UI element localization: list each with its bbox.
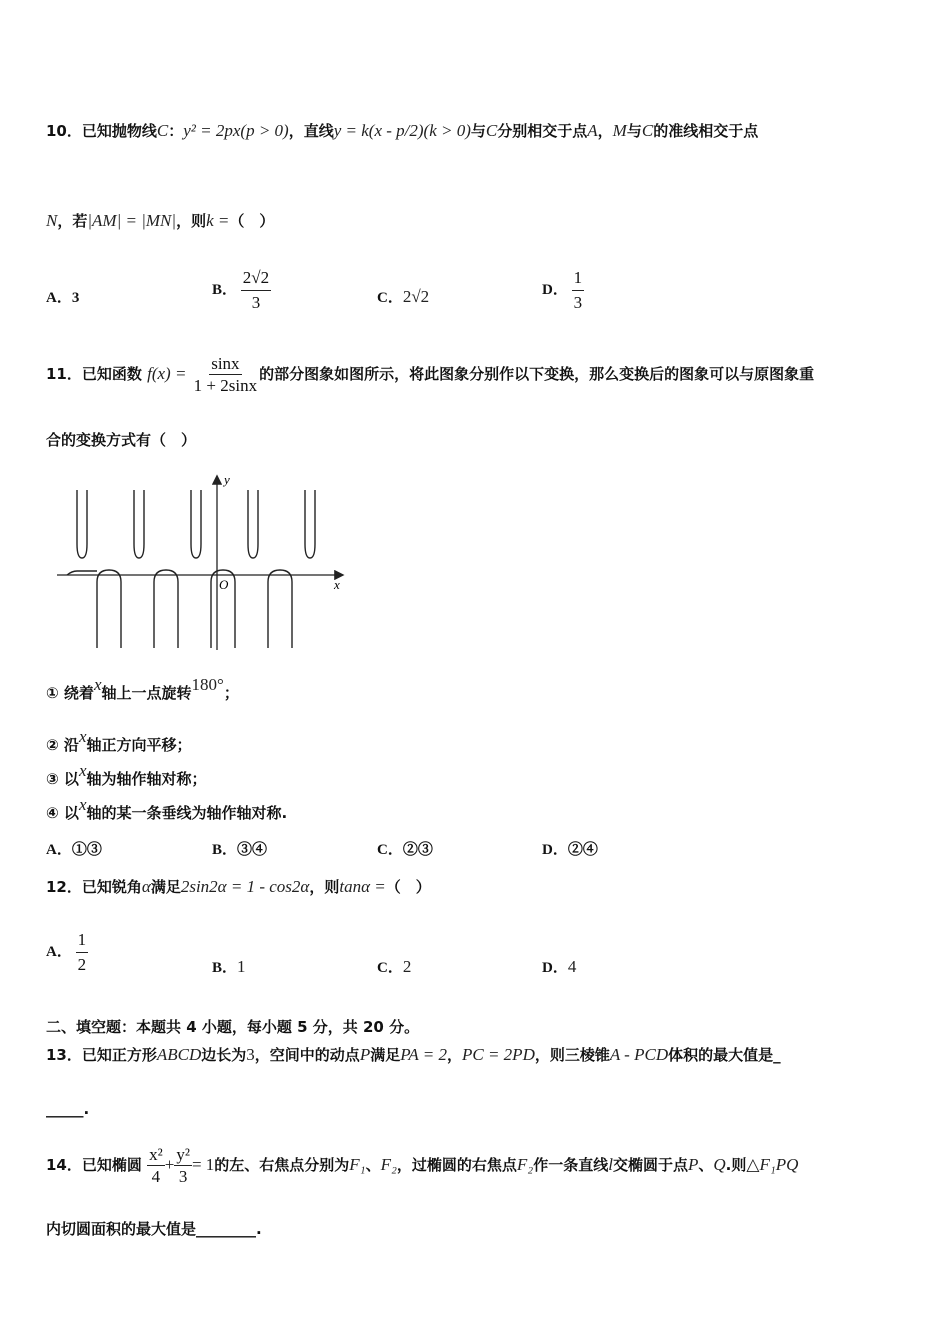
q11-option-a[interactable]: A．①③ bbox=[46, 842, 102, 858]
q11-item-3: ③ 以x轴为轴作轴对称； bbox=[46, 761, 207, 788]
q10-line2: N，若|AM| = |MN|，则k =（ ） bbox=[46, 211, 275, 230]
q13-number: 13． bbox=[46, 1046, 82, 1064]
section-title: 二、填空题：本题共 4 小题，每小题 5 分，共 20 分。 bbox=[46, 1018, 420, 1036]
y-axis-label: y bbox=[224, 472, 230, 487]
q11-number: 11． bbox=[46, 365, 82, 383]
q11-item-4: ④ 以x轴的某一条垂线为轴作轴对称. bbox=[46, 795, 288, 822]
q12-number: 12． bbox=[46, 878, 82, 896]
q12-option-d[interactable]: D．4 bbox=[542, 957, 577, 976]
q14-line2[interactable]: 内切圆面积的最大值是________. bbox=[46, 1220, 262, 1238]
q11-option-b[interactable]: B．③④ bbox=[212, 842, 268, 858]
q14-number: 14． bbox=[46, 1156, 82, 1174]
q10-option-b[interactable]: B． $\frac{2√2}{3}$ bbox=[212, 268, 270, 312]
origin-label: O bbox=[219, 577, 229, 592]
upper-branches bbox=[77, 490, 315, 558]
x-axis-label: x bbox=[334, 577, 340, 592]
q10-option-d[interactable]: D． $\frac{1}{3}$ bbox=[542, 268, 583, 312]
q13-line1: 13．已知正方形ABCD边长为3，空间中的动点P满足PA = 2，PC = 2PD，则三棱锥A - PCD体积的最大值是_ bbox=[46, 1045, 781, 1064]
q11-item-1: ① 绕着x轴上一点旋转180°； bbox=[46, 675, 239, 702]
q12-line1: 12．已知锐角α满足2sin2α = 1 - cos2α，则tanα =（ ） bbox=[46, 877, 431, 896]
q11-option-d[interactable]: D．②④ bbox=[542, 842, 598, 858]
q10-option-c[interactable]: C．2√2 bbox=[377, 287, 430, 306]
q12-option-a[interactable]: A． $\frac{1}{2}$ bbox=[46, 930, 87, 974]
q12-option-c[interactable]: C．2 bbox=[377, 957, 412, 976]
q10-number: 10． bbox=[46, 122, 82, 140]
function-fraction: $\frac{\sin x}{1 + 2\sin x}$ bbox=[193, 354, 258, 395]
line-equation: y = k(x - p/2)(k > 0) bbox=[333, 121, 471, 140]
lower-branches bbox=[67, 570, 292, 648]
q11-line1: 11．已知函数 f(x) = $\frac{\sin x}{1 + 2\sin x}$ 的部分图象如图所示，将此图象分别作以下变换，那么变换后的图象可以与原图象重 bbox=[46, 354, 815, 395]
parabola-equation: y² = 2px(p > 0) bbox=[183, 121, 289, 140]
q11-option-c[interactable]: C．②③ bbox=[377, 842, 433, 858]
function-graph bbox=[52, 472, 352, 652]
q14-line1: 14．已知椭圆 $\frac{\text{x²}}{4}$ + $\frac{\text{y²}}{3}$ = 1的左、右焦点分别为F₁、F₂，过椭圆的右焦点F₂作一条直线l交椭圆于点P、Q.则△F₁PQ bbox=[46, 1145, 799, 1186]
q12-option-b[interactable]: B．1 bbox=[212, 957, 246, 976]
q11-item-2: ② 沿x轴正方向平移； bbox=[46, 727, 192, 754]
q11-line2: 合的变换方式有（ ） bbox=[46, 431, 197, 449]
q13-blank[interactable]: _____. bbox=[46, 1100, 90, 1118]
condition: |AM| = |MN| bbox=[87, 211, 177, 230]
q10-option-a[interactable]: A．3 bbox=[46, 290, 80, 306]
q10-line1: 10．已知抛物线C：y² = 2px(p > 0)，直线y = k(x - p/2)(k > 0)与C分别相交于点A，M与C的准线相交于点 bbox=[46, 121, 759, 140]
curve-C: C bbox=[156, 121, 169, 140]
